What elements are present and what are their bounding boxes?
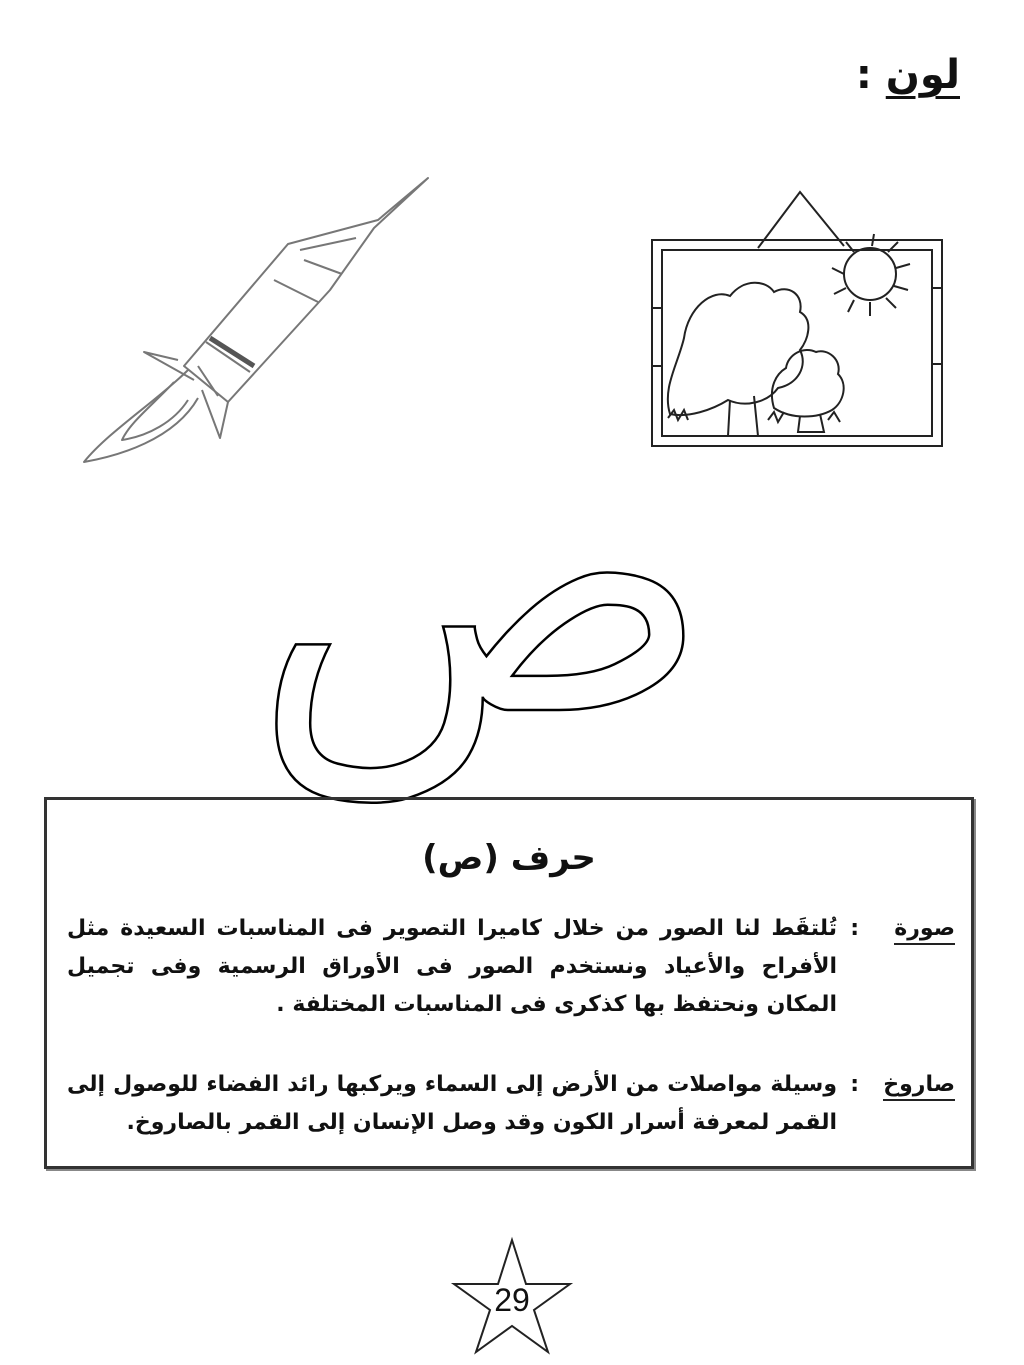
entry-sarookh xyxy=(67,1066,955,1142)
entry-colon: : xyxy=(850,916,859,941)
outlined-letter-glyph: ص xyxy=(252,357,712,800)
entry-colon: : xyxy=(850,1072,859,1097)
heading-colon: : xyxy=(855,52,872,98)
entry-definition: وسيلة مواصلات من الأرض إلى السماء ويركبها رائد الفضاء للوصول إلى القمر لمعرفة أسرار الكون وقد وصل الإنسان إلى القمر بالصاروخ. xyxy=(67,1072,837,1135)
entry-term: صورة xyxy=(863,910,955,948)
entry-definition: تُلتقَط لنا الصور من خلال كاميرا التصوير فى المناسبات السعيدة مثل الأفراح والأعياد ونستخدم الصور فى الأوراق الرسمية وفى تجميل المكان ونحتفظ بها كذكرى فى المناسبات المختلفة . xyxy=(67,916,837,1017)
definitions-box xyxy=(44,797,974,1169)
page-number: 29 xyxy=(494,1282,530,1318)
entry-sura xyxy=(67,910,955,1024)
entry-term: صاروخ xyxy=(863,1066,955,1104)
outlined-letter xyxy=(252,357,712,800)
page-heading xyxy=(856,52,960,98)
box-title: حرف (ص) xyxy=(422,838,596,878)
heading-word: لون xyxy=(885,52,960,98)
